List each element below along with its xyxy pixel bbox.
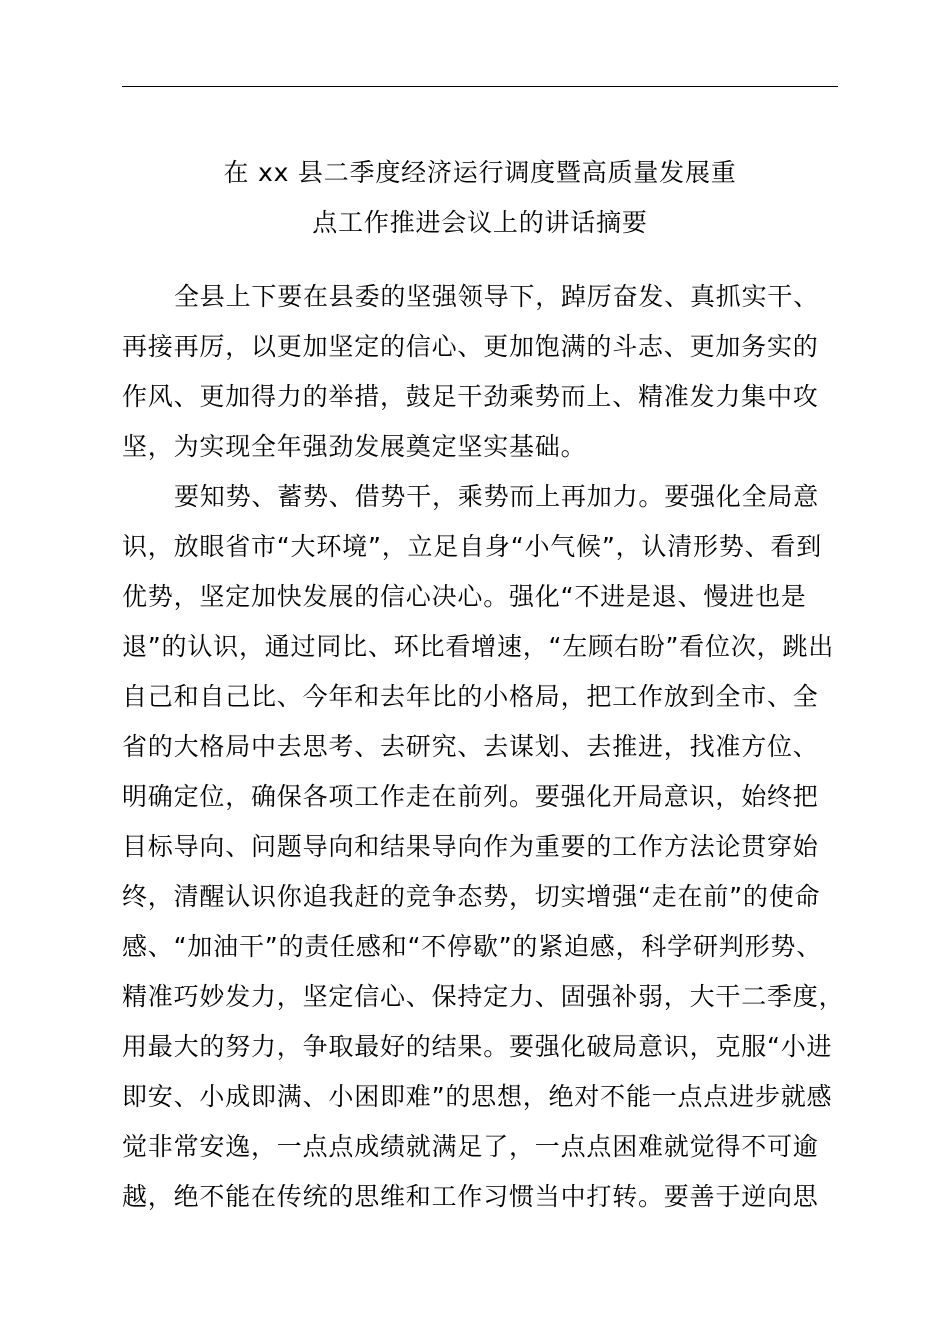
text-line: 省的大格局中去思考、去研究、去谋划、去推进，找准方位、 bbox=[122, 732, 819, 761]
text-line: 明确定位，确保各项工作走在前列。要强化开局意识，始终把 bbox=[122, 782, 819, 811]
text-line: 目标导向、问题导向和结果导向作为重要的工作方法论贯穿始 bbox=[122, 832, 819, 861]
text-line: 退”的认识，通过同比、环比看增速，“左顾右盼”看位次，跳出 bbox=[122, 632, 835, 661]
text-line: 自己和自己比、今年和去年比的小格局，把工作放到全市、全 bbox=[122, 682, 819, 711]
title-line: 在 xx 县二季度经济运行调度暨高质量发展重 bbox=[223, 158, 737, 187]
paragraph-1 bbox=[122, 272, 867, 472]
text-line: 越，绝不能在传统的思维和工作习惯当中打转。要善于逆向思 bbox=[122, 1182, 819, 1211]
text-line: 全县上下要在县委的坚强领导下，踔厉奋发、真抓实干、 bbox=[174, 282, 820, 311]
paragraph-2 bbox=[122, 472, 867, 1222]
document-title bbox=[100, 148, 860, 248]
text-line: 用最大的努力，争取最好的结果。要强化破局意识，克服“小进 bbox=[122, 1032, 833, 1061]
text-line: 识，放眼省市“大环境”，立足自身“小气候”，认清形势、看到 bbox=[122, 532, 823, 561]
document-body bbox=[122, 272, 867, 1222]
text-line: 即安、小成即满、小困即难”的思想，绝对不能一点点进步就感 bbox=[122, 1082, 833, 1111]
text-line: 坚，为实现全年强劲发展奠定坚实基础。 bbox=[122, 432, 587, 461]
title-line: 点工作推进会议上的讲话摘要 bbox=[312, 208, 648, 237]
text-line: 作风、更加得力的举措，鼓足干劲乘势而上、精准发力集中攻 bbox=[122, 382, 819, 411]
header-rule bbox=[122, 86, 838, 87]
text-line: 再接再厉，以更加坚定的信心、更加饱满的斗志、更加务实的 bbox=[122, 332, 819, 361]
text-line: 感、“加油干”的责任感和“不停歇”的紧迫感，科学研判形势、 bbox=[122, 932, 823, 961]
text-line: 优势，坚定加快发展的信心决心。强化“不进是退、慢进也是 bbox=[122, 582, 807, 611]
text-line: 终，清醒认识你追我赶的竞争态势，切实增强“走在前”的使命 bbox=[122, 882, 821, 911]
text-line: 要知势、蓄势、借势干，乘势而上再加力。要强化全局意 bbox=[174, 482, 820, 511]
text-line: 觉非常安逸，一点点成绩就满足了，一点点困难就觉得不可逾 bbox=[122, 1132, 819, 1161]
text-line: 精准巧妙发力，坚定信心、保持定力、固强补弱，大干二季度， bbox=[122, 982, 845, 1011]
